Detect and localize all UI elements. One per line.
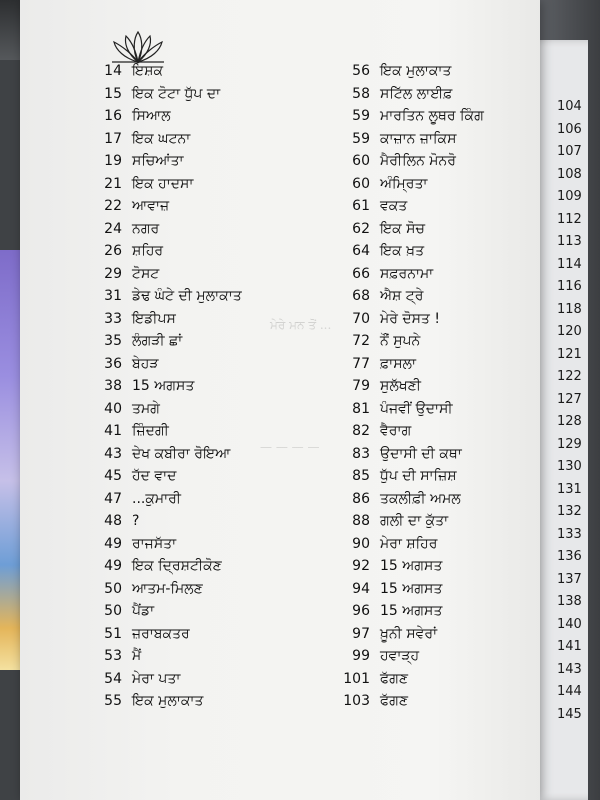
entry-title: ਸ਼ਹਿਰ [132,243,164,259]
contents-entry [96,578,242,601]
entry-page-number: 35 [104,333,122,349]
entry-title: 15 ਅਗਸਤ [132,378,195,394]
next-page-number: 107 [557,144,582,159]
next-page-number: 127 [557,391,582,407]
entry-title: ਸਟਿੱਲ ਲਾਈਫ਼ [380,85,453,102]
entry-page-number: 55 [104,693,122,709]
next-page-number: 118 [557,301,582,317]
entry-page-number: 49 [104,535,122,552]
contents-entry [342,420,484,443]
entry-title: ਇਕ ਖ਼ਤ [380,243,425,259]
next-page-number: 130 [557,459,582,474]
entry-page-number: 70 [352,310,370,327]
entry-page-number: 90 [352,535,370,552]
entry-title: ਵੈਰਾਗ [380,423,412,439]
contents-entry [96,555,242,578]
entry-title: ...ਕੁਮਾਰੀ [132,490,182,507]
entry-title: ਅੰਮ੍ਰਿਤਾ [380,175,428,192]
next-page-number: 109 [557,189,582,204]
next-page-number: 145 [557,706,582,722]
next-page-number: 144 [557,684,582,699]
entry-title: ਇਕ ਹਾਦਸਾ [132,175,194,192]
contents-entry [96,668,242,691]
entry-title: ਆਵਾਜ਼ [132,198,170,214]
entry-page-number: 83 [352,445,370,462]
contents-entry [342,105,484,128]
entry-page-number: 58 [352,85,370,102]
entry-title: ? [132,513,140,529]
contents-entry [96,105,242,128]
entry-page-number: 33 [104,310,122,327]
contents-entry [342,83,484,106]
entry-page-number: 59 [352,108,370,124]
entry-title: ਨਗਰ [132,220,160,237]
contents-entry [96,645,242,668]
contents-entry [342,578,484,601]
entry-page-number: 48 [104,513,122,529]
entry-page-number: 50 [104,580,122,597]
entry-title: 15 ਅਗਸਤ [380,580,443,597]
entry-page-number: 41 [104,423,122,439]
next-page-number: 141 [557,639,582,654]
contents-entry [342,510,484,533]
contents-entry [96,510,242,533]
entry-page-number: 88 [352,513,370,529]
entry-title: ਆਤਮ-ਮਿਲਣ [132,580,203,597]
contents-column-right [557,96,582,726]
entry-page-number: 86 [352,490,370,507]
entry-title: ਕਾਜ਼ਾਨ ਜ਼ਾਕਿਸ [380,130,457,147]
entry-title: ਰਾਜਸੱਤਾ [132,535,177,552]
contents-entry [342,60,484,83]
entry-title: ਇਕ ਮੁਲਾਕਾਤ [380,63,452,79]
entry-page-number: 26 [104,243,122,259]
entry-title: ਮੈਰੀਲਿਨ ਮੋਨਰੋ [380,153,456,169]
contents-entry [96,443,242,466]
contents-entry [342,465,484,488]
entry-title: ਪੰਜਵੀਂ ਉਦਾਸੀ [380,400,453,417]
next-page-number: 108 [557,166,582,182]
contents-entry [96,60,242,83]
entry-page-number: 24 [104,220,122,237]
next-page-number: 112 [557,211,582,227]
entry-page-number: 51 [104,625,122,642]
next-page-number: 120 [557,324,582,339]
next-page-number: 143 [557,661,582,677]
entry-title: ਸਿਆਲ [132,108,171,124]
entry-page-number: 79 [352,378,370,394]
entry-title: ਇਕ ਸੋਚ [380,220,425,237]
contents-entry [96,83,242,106]
entry-title: ਮਾਰਤਿਨ ਲੂਥਰ ਕਿੰਗ [380,108,484,124]
contents-column-left [96,60,242,713]
entry-page-number: 54 [104,670,122,687]
entry-page-number: 60 [352,153,370,169]
entry-title: ਪੈਂਡਾ [132,603,155,619]
contents-entry [342,285,484,308]
next-page-number: 113 [557,234,582,249]
contents-entry [342,623,484,646]
entry-title: ਸੁਲੱਖਣੀ [380,378,421,394]
contents-entry [342,443,484,466]
entry-page-number: 22 [104,198,122,214]
contents-entry [342,150,484,173]
entry-title: ਮੇਰਾ ਪਤਾ [132,670,181,687]
entry-page-number: 99 [352,648,370,664]
contents-entry [342,488,484,511]
next-page-number: 138 [557,594,582,609]
entry-title: ਖ਼ੂਨੀ ਸਵੇਰਾਂ [380,625,438,642]
contents-entry [96,195,242,218]
entry-page-number: 36 [104,355,122,372]
entry-title: ਗਲੀ ਦਾ ਕੁੱਤਾ [380,513,449,529]
entry-page-number: 15 [104,85,122,102]
contents-entry [96,353,242,376]
lotus-ornament-icon [110,28,166,64]
entry-title: ਟੋਸਟ [132,265,160,282]
contents-entry [342,353,484,376]
entry-page-number: 62 [352,220,370,237]
entry-title: ਹਵਾੜ੍ਹ [380,648,420,664]
contents-entry [96,173,242,196]
cover-art-strip [0,250,22,670]
next-page-number: 140 [557,616,582,632]
entry-page-number: 43 [104,445,122,462]
entry-page-number: 14 [104,63,122,79]
entry-page-number: 56 [352,63,370,79]
entry-title: ਫੱਗਣ [380,693,408,709]
entry-page-number: 82 [352,423,370,439]
entry-title: ਇਡੀਪਸ [132,310,176,327]
entry-page-number: 59 [352,130,370,147]
contents-entry [96,285,242,308]
next-page-number: 129 [557,436,582,452]
contents-entry [342,645,484,668]
entry-page-number: 29 [104,265,122,282]
entry-page-number: 94 [352,580,370,597]
contents-entry [342,308,484,331]
contents-entry [342,128,484,151]
entry-title: ਇਕ ਘਟਨਾ [132,130,191,147]
entry-page-number: 64 [352,243,370,259]
entry-title: ਸਚਿਆਂਤਾ [132,153,184,169]
next-page-number: 114 [557,256,582,272]
entry-title: ਸਫ਼ਰਨਾਮਾ [380,265,434,282]
contents-entry [96,690,242,713]
entry-title: ਇਕ ਮੁਲਾਕਾਤ [132,693,204,709]
next-page-number: 122 [557,369,582,384]
contents-column-middle [342,60,484,713]
entry-title: ਤਕਲੀਫ਼ੀ ਅਮਲ [380,490,461,507]
entry-title: 15 ਅਗਸਤ [380,558,443,574]
entry-title: ਡੇਢ ਘੰਟੇ ਦੀ ਮੁਲਾਕਾਤ [132,288,242,304]
entry-page-number: 21 [104,175,122,192]
contents-entry [342,668,484,691]
bleed-through-text: ਮੇਰੇ ਮਨ ਤੋਂ ... [270,318,332,332]
entry-page-number: 66 [352,265,370,282]
contents-entry [96,330,242,353]
entry-title: ਦੇਖ ਕਬੀਰਾ ਰੋਇਆ [132,445,231,462]
entry-page-number: 50 [104,603,122,619]
contents-entry [96,623,242,646]
next-page-number: 133 [557,526,582,542]
entry-page-number: 47 [104,490,122,507]
entry-page-number: 96 [352,603,370,619]
contents-entry [96,263,242,286]
entry-page-number: 31 [104,288,122,304]
entry-title: ਨੌਂ ਸੁਪਨੇ [380,333,421,349]
contents-entry [96,218,242,241]
next-page-number: 137 [557,571,582,587]
entry-title: ਮੈਂ [132,648,142,664]
entry-title: ਵਕਤ [380,198,408,214]
entry-page-number: 17 [104,130,122,147]
entry-page-number: 81 [352,400,370,417]
contents-entry [342,690,484,713]
contents-entry [96,128,242,151]
entry-title: ਹੱਦ ਵਾਦ [132,468,177,484]
entry-title: ਇਕ ਦ੍ਰਿਸ਼ਟੀਕੋਣ [132,558,222,574]
contents-entry [342,555,484,578]
next-page-number: 132 [557,504,582,519]
bleed-through-text: — — — — [260,440,320,454]
contents-entry [96,375,242,398]
contents-entry [342,330,484,353]
next-page-number: 116 [557,279,582,294]
contents-entry [342,375,484,398]
next-page-number: 128 [557,414,582,429]
entry-title: ਧੁੱਪ ਦੀ ਸਾਜ਼ਿਸ਼ [380,468,457,484]
contents-entry [96,420,242,443]
entry-title: ਐਸ਼ ਟ੍ਰੇ [380,288,424,304]
entry-title: ਤਮਗੇ [132,400,160,417]
entry-page-number: 97 [352,625,370,642]
entry-title: ਬੇਹੜ [132,355,159,372]
next-page-number: 106 [557,121,582,137]
entry-page-number: 49 [104,558,122,574]
entry-title: ਮੇਰਾ ਸ਼ਹਿਰ [380,535,438,552]
contents-entry [342,195,484,218]
next-page-number: 104 [557,99,582,114]
contents-entry [342,173,484,196]
entry-page-number: 61 [352,198,370,214]
entry-title: ਜ਼ਰਾਬਕਤਰ [132,625,190,642]
contents-entry [342,398,484,421]
entry-title: ਇਸ਼ਕ [132,63,164,79]
entry-page-number: 45 [104,468,122,484]
entry-title: ਉਦਾਸੀ ਦੀ ਕਥਾ [380,445,462,462]
entry-page-number: 101 [343,670,370,687]
entry-page-number: 103 [343,693,370,709]
entry-page-number: 92 [352,558,370,574]
contents-entry [96,533,242,556]
entry-page-number: 68 [352,288,370,304]
entry-page-number: 85 [352,468,370,484]
next-page-number: 136 [557,549,582,564]
contents-entry [342,600,484,623]
contents-entry [342,218,484,241]
entry-title: 15 ਅਗਸਤ [380,603,443,619]
contents-entry [96,150,242,173]
entry-title: ਫੱਗਣ [380,670,408,687]
next-page-number: 131 [557,481,582,497]
contents-entry [96,465,242,488]
entry-page-number: 53 [104,648,122,664]
entry-page-number: 60 [352,175,370,192]
contents-entry [96,240,242,263]
contents-entry [96,398,242,421]
entry-page-number: 77 [352,355,370,372]
entry-page-number: 38 [104,378,122,394]
contents-entry [96,308,242,331]
contents-entry [342,263,484,286]
contents-entry [342,533,484,556]
entry-page-number: 19 [104,153,122,169]
entry-title: ਫ਼ਾਸਲਾ [380,355,416,372]
entry-title: ਜ਼ਿੰਦਗੀ [132,423,169,439]
contents-entry [96,600,242,623]
contents-entry [96,488,242,511]
entry-title: ਲੰਗੜੀ ਛਾਂ [132,333,183,349]
next-page-number: 121 [557,346,582,362]
entry-title: ਮੇਰੇ ਦੋਸਤ ! [380,310,440,327]
entry-page-number: 72 [352,333,370,349]
entry-title: ਇਕ ਟੋਟਾ ਧੁੱਪ ਦਾ [132,85,221,102]
contents-entry [342,240,484,263]
entry-page-number: 16 [104,108,122,124]
entry-page-number: 40 [104,400,122,417]
